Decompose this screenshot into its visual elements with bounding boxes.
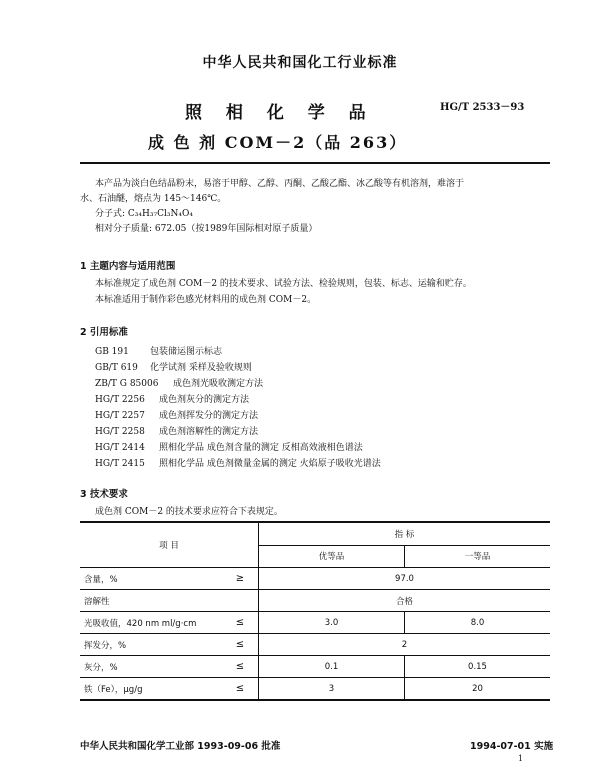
ref-title: 包装储运图示标志: [150, 347, 223, 357]
intro-line2: 水、石油醚，熔点为 145～146℃。: [80, 194, 227, 204]
title-divider: [80, 162, 550, 164]
ref-code: HG/T 2414: [95, 443, 145, 453]
row-item: 铁（Fe），μg/g: [80, 678, 222, 701]
intro-line1: 本产品为淡白色结晶粉末，易溶于甲醇、乙醇、丙酮、乙酸乙酯、冰乙酸等有机溶剂，难溶于: [95, 179, 465, 189]
ref-item: [95, 346, 222, 359]
section1-line2: 本标准适用于制作彩色感光材料用的成色剂 COM－2。: [95, 295, 317, 305]
row-symbol: ≤: [222, 634, 259, 656]
row-symbol: ≤: [222, 678, 259, 701]
ref-item: [95, 442, 363, 455]
row-value-merged: 97.0: [259, 568, 551, 590]
section1-heading: 1 主题内容与适用范围: [80, 261, 176, 272]
page-number: 1: [518, 754, 524, 763]
ref-item: [95, 394, 249, 407]
row-item: 含量，%: [80, 568, 222, 590]
row-symbol: ≥: [222, 568, 259, 590]
ref-title: 照相化学品 成色剂微量金属的测定 火焰原子吸收光谱法: [159, 459, 381, 469]
implement-date: 1994-07-01 实施: [470, 741, 554, 752]
ref-title: 成色剂灰分的测定方法: [159, 395, 250, 405]
ref-title: 照相化学品 成色剂含量的测定 反相高效液相色谱法: [159, 443, 363, 453]
col-first-header: 一等品: [405, 545, 551, 568]
row-symbol: [222, 590, 259, 612]
ref-item: [95, 458, 381, 471]
row-superior: 3: [259, 678, 405, 701]
table-row: [80, 656, 550, 678]
ref-code: HG/T 2256: [95, 395, 145, 405]
ref-item: [95, 426, 258, 439]
approval-line: 中华人民共和国化学工业部 1993-09-06 批准: [80, 741, 281, 752]
ref-title: 化学试剂 采样及验收规则: [150, 363, 252, 373]
ref-code: ZB/T G 85006: [95, 379, 159, 389]
section2-heading: 2 引用标准: [80, 327, 128, 338]
row-item: 光吸收值，420 nm ml/g·cm: [80, 612, 222, 634]
row-symbol: ≤: [222, 656, 259, 678]
section3-heading: 3 技术要求: [80, 489, 128, 500]
ref-item: [95, 410, 258, 423]
ref-title: 成色剂光吸收测定方法: [173, 379, 264, 389]
doc-title-line2: 成 色 剂 COM－2（品 263）: [148, 133, 408, 152]
spec-table: [80, 521, 550, 701]
formula-row: [95, 208, 193, 221]
section1-line1: 本标准规定了成色剂 COM－2 的技术要求、试验方法、检验规则，包装、标志、运输和贮存。: [95, 279, 472, 289]
row-first: 0.15: [405, 656, 551, 678]
row-superior: 0.1: [259, 656, 405, 678]
org-standard-title: 中华人民共和国化工行业标准: [202, 55, 398, 71]
table-row: [80, 612, 550, 634]
ref-code: GB 191: [95, 347, 129, 357]
row-symbol: ≤: [222, 612, 259, 634]
row-item: 灰分，%: [80, 656, 222, 678]
mw-label: 相对分子质量:: [95, 224, 153, 234]
row-value-merged: 2: [259, 634, 551, 656]
ref-code: GB/T 619: [95, 363, 138, 373]
col-superior-header: 优等品: [259, 545, 405, 568]
ref-code: HG/T 2258: [95, 427, 145, 437]
table-row: [80, 634, 550, 656]
ref-title: 成色剂挥发分的测定方法: [159, 411, 259, 421]
ref-item: [95, 378, 263, 391]
doc-title-line1: 照 相 化 学 品: [185, 103, 375, 123]
col-item-header: 项 目: [80, 522, 259, 568]
row-superior: 3.0: [259, 612, 405, 634]
section3-intro: 成色剂 COM－2 的技术要求应符合下表规定。: [95, 507, 283, 517]
row-first: 20: [405, 678, 551, 701]
ref-code: HG/T 2415: [95, 459, 145, 469]
row-value-merged: 合格: [259, 590, 551, 612]
table-header-row: [80, 522, 550, 545]
row-first: 8.0: [405, 612, 551, 634]
ref-item: [95, 362, 252, 375]
row-item: 挥发分，%: [80, 634, 222, 656]
ref-title: 成色剂溶解性的测定方法: [159, 427, 259, 437]
formula-value: C₃₄H₃₇Cl₃N₄O₄: [127, 209, 193, 219]
col-spec-header: 指 标: [259, 522, 551, 545]
standard-code: HG/T 2533－93: [440, 102, 525, 113]
mw-row: [95, 223, 317, 236]
table-row: [80, 590, 550, 612]
table-row: [80, 678, 550, 701]
table-row: [80, 568, 550, 590]
row-item: 溶解性: [80, 590, 222, 612]
formula-label: 分子式:: [95, 209, 126, 219]
mw-value: 672.05（按1989年国际相对原子质量）: [154, 224, 318, 234]
ref-code: HG/T 2257: [95, 411, 145, 421]
